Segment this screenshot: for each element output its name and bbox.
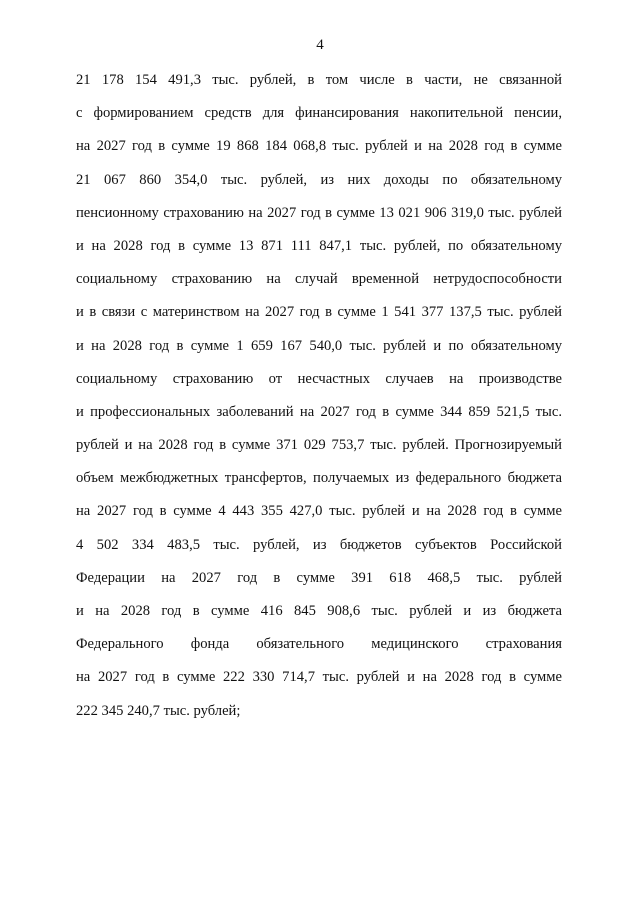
text-line: рублей и на 2028 год в сумме 371 029 753,7 тыс. рублей. Прогнозируемый <box>76 437 562 454</box>
text-line: социальному страхованию на случай временной нетрудоспособности <box>76 271 562 288</box>
text-line: объем межбюджетных трансфертов, получаемых из федерального бюджета <box>76 470 562 487</box>
body-text <box>76 68 562 732</box>
text-line: на 2027 год в сумме 19 868 184 068,8 тыс. рублей и на 2028 год в сумме <box>76 138 562 155</box>
text-line: на 2027 год в сумме 4 443 355 427,0 тыс. рублей и на 2028 год в сумме <box>76 503 562 520</box>
text-line: на 2027 год в сумме 222 330 714,7 тыс. рублей и на 2028 год в сумме <box>76 669 562 686</box>
text-line: и в связи с материнством на 2027 год в сумме 1 541 377 137,5 тыс. рублей <box>76 304 562 321</box>
text-line: Федерации на 2027 год в сумме 391 618 468,5 тыс. рублей <box>76 569 562 586</box>
text-line: пенсионному страхованию на 2027 год в сумме 13 021 906 319,0 тыс. рублей <box>76 204 562 221</box>
text-line: 222 345 240,7 тыс. рублей; <box>76 702 241 719</box>
text-line: социальному страхованию от несчастных случаев на производстве <box>76 370 562 387</box>
page-number: 4 <box>316 37 324 53</box>
text-line: и на 2028 год в сумме 1 659 167 540,0 тыс. рублей и по обязательному <box>76 337 562 354</box>
text-line: Федерального фонда обязательного медицинского страхования <box>76 636 562 653</box>
text-line: и на 2028 год в сумме 13 871 111 847,1 тыс. рублей, по обязательному <box>76 237 562 254</box>
text-line: 4 502 334 483,5 тыс. рублей, из бюджетов субъектов Российской <box>76 536 562 553</box>
text-line: 21 067 860 354,0 тыс. рублей, из них доходы по обязательному <box>76 171 562 188</box>
text-line: с формированием средств для финансирования накопительной пенсии, <box>76 105 562 122</box>
text-line: и на 2028 год в сумме 416 845 908,6 тыс. рублей и из бюджета <box>76 603 562 619</box>
text-line: 21 178 154 491,3 тыс. рублей, в том числе в части, не связанной <box>76 72 562 88</box>
text-line: и профессиональных заболеваний на 2027 год в сумме 344 859 521,5 тыс. <box>76 403 562 420</box>
